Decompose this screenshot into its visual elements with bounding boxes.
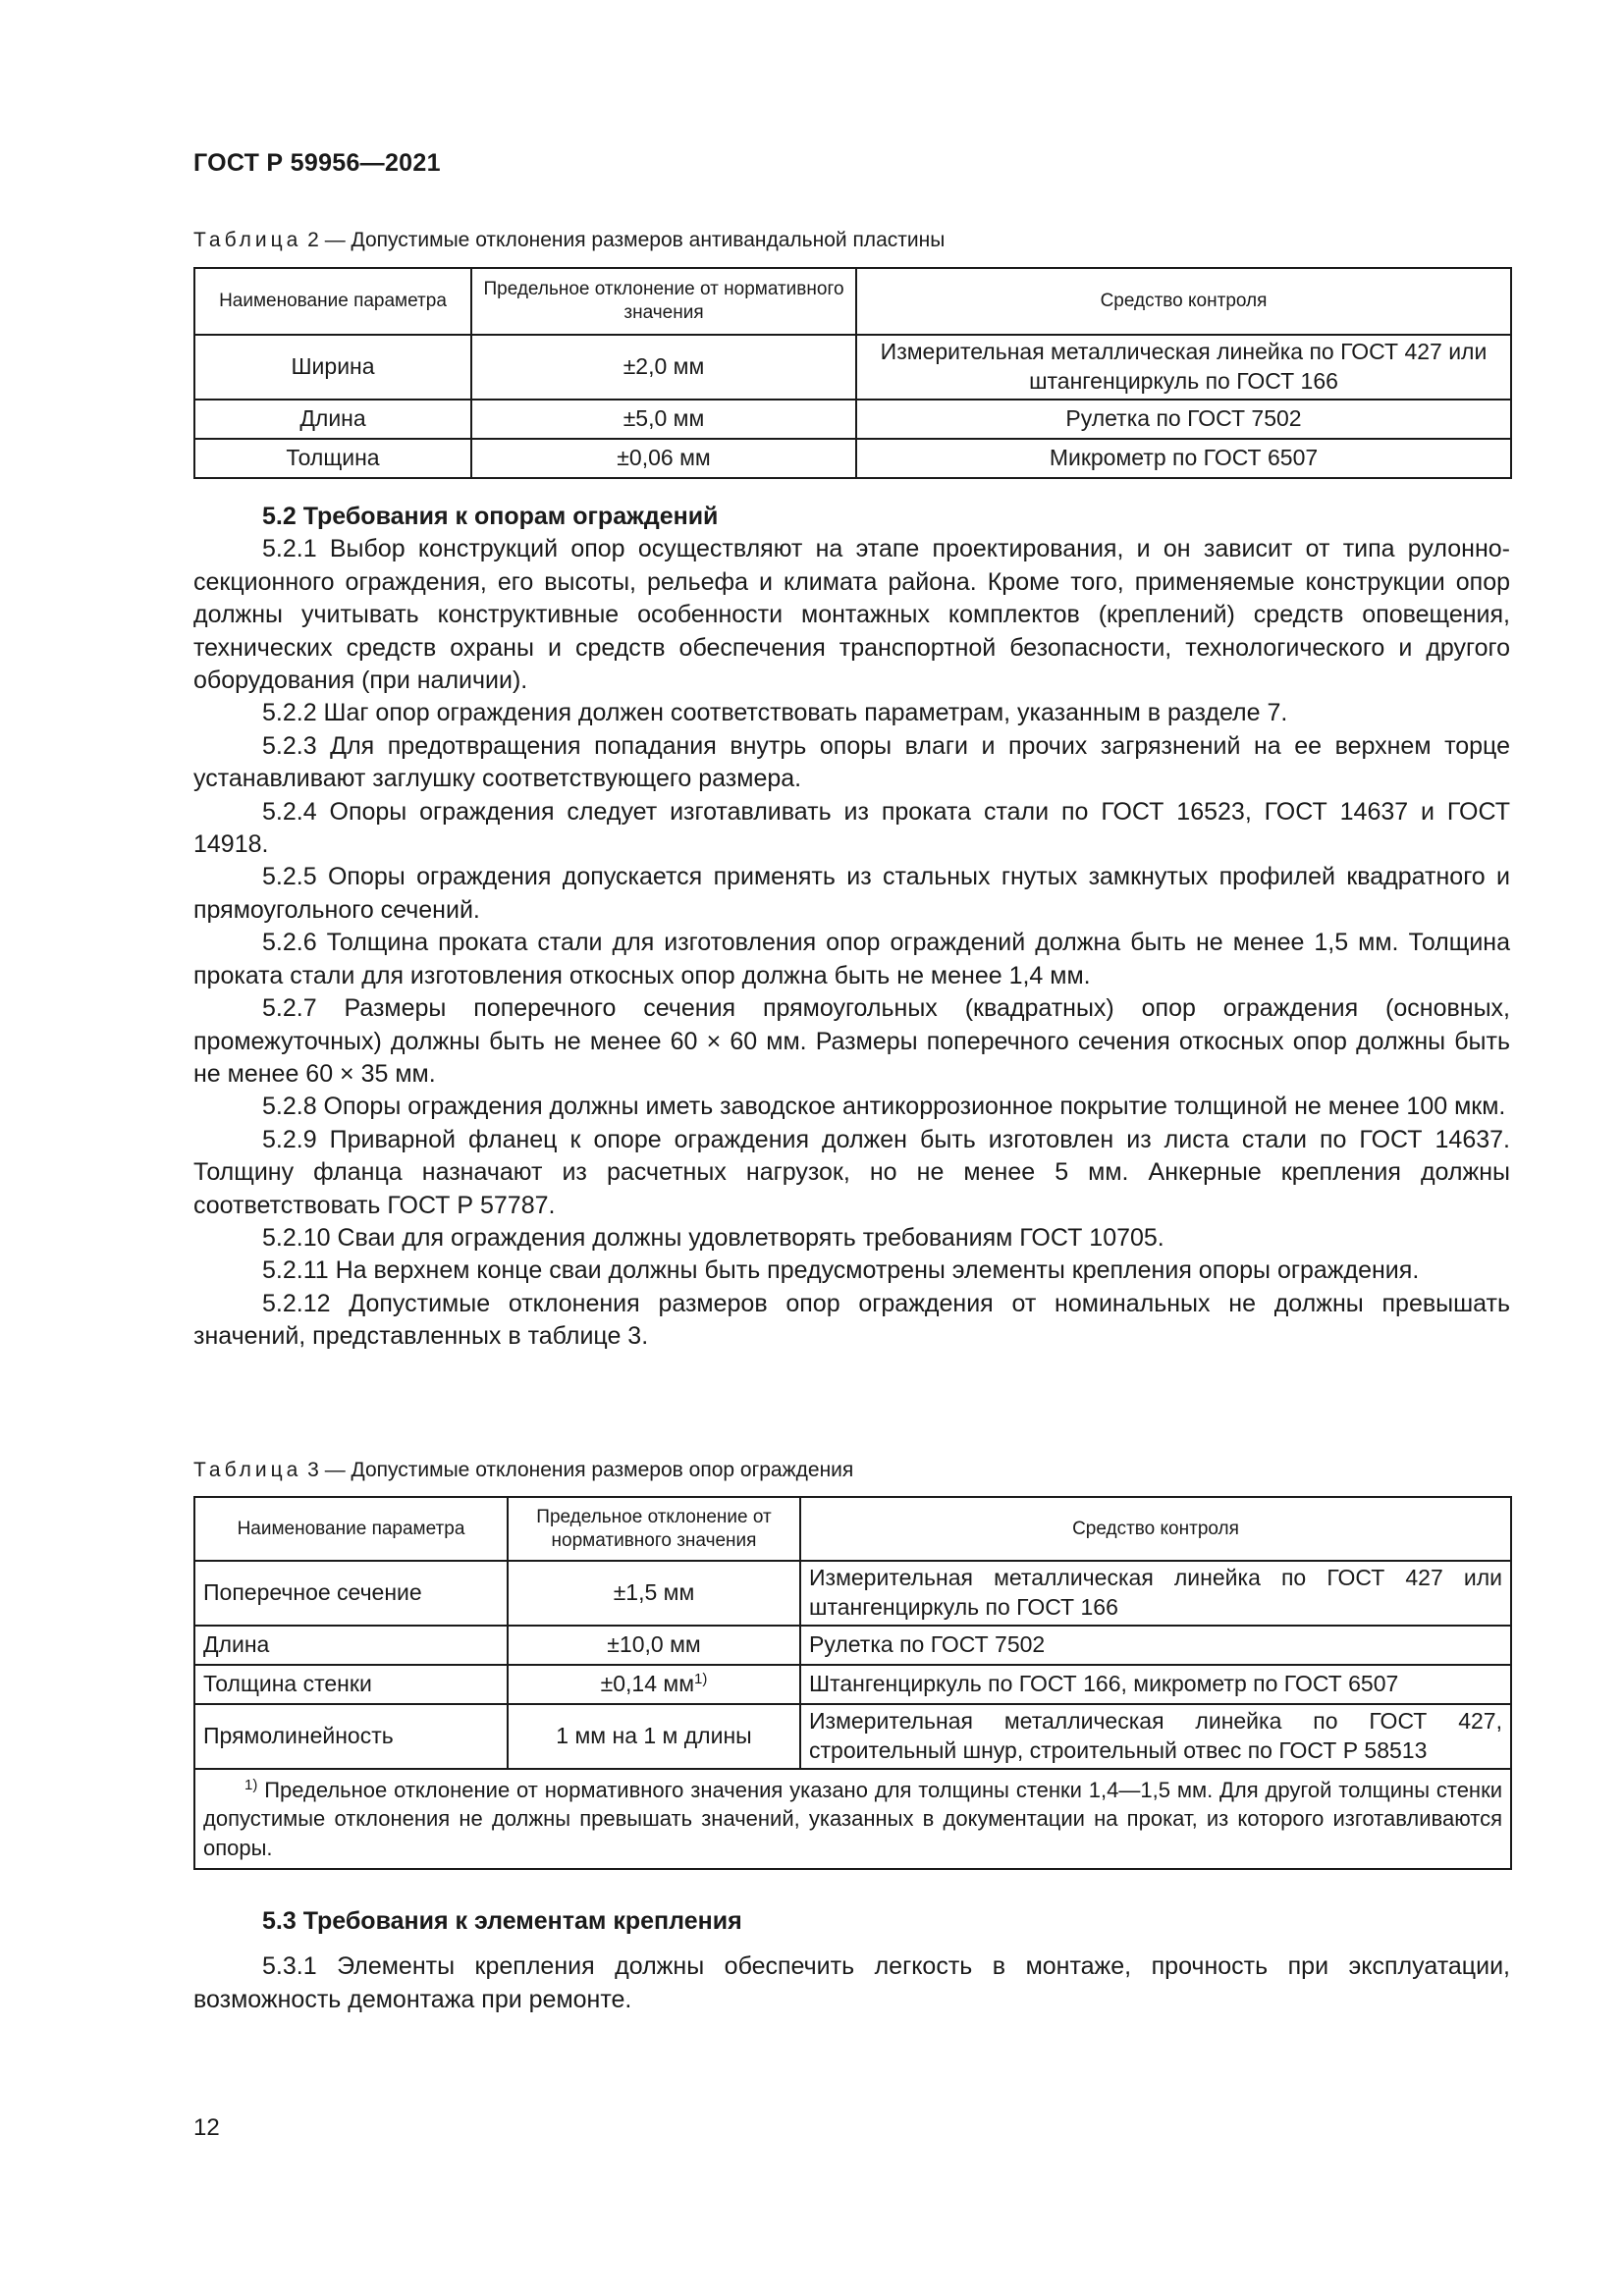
table-cell: ±1,5 мм	[508, 1561, 800, 1626]
section-5-3	[193, 1905, 1510, 2016]
cell-value: ±0,14 мм	[600, 1671, 695, 1697]
table-row	[194, 335, 1511, 400]
table2-header-row	[194, 268, 1511, 335]
section-5-2	[193, 501, 1510, 1354]
table3-header-cell: Предельное отклонение от нормативного значения	[508, 1497, 800, 1561]
table-cell: Штангенциркуль по ГОСТ 166, микрометр по ГОСТ 6507	[800, 1665, 1511, 1704]
paragraph: 5.2.12 Допустимые отклонения размеров опор ограждения от номинальных не должны превышать значений, представленных в таблице 3.	[193, 1289, 1510, 1351]
table3-header-cell: Средство контроля	[800, 1497, 1511, 1561]
table-cell: Толщина стенки	[194, 1665, 508, 1704]
table-cell: Длина	[194, 1626, 508, 1665]
paragraph: 5.2.4 Опоры ограждения следует изготавливать из проката стали по ГОСТ 16523, ГОСТ 14637 и ГОСТ 14918.	[193, 797, 1510, 859]
table2	[193, 267, 1512, 479]
table2-caption-label: Таблица	[193, 229, 302, 251]
table-cell: Микрометр по ГОСТ 6507	[856, 439, 1511, 478]
table-row	[194, 1561, 1511, 1626]
table3-header-cell: Наименование параметра	[194, 1497, 508, 1561]
table-row	[194, 1626, 1511, 1665]
table2-header-cell: Наименование параметра	[194, 268, 471, 335]
table2-header-cell: Средство контроля	[856, 268, 1511, 335]
paragraph: 5.2.10 Сваи для ограждения должны удовлетворять требованиям ГОСТ 10705.	[262, 1223, 1164, 1252]
table-row	[194, 1704, 1511, 1769]
paragraph: 5.2.9 Приварной фланец к опоре ограждения должен быть изготовлен из листа стали по ГОСТ 14637. Толщину фланца назначают из расчетных нагрузок, но не менее 5 мм. Анкерные крепления должны соответствовать ГОСТ Р 57787.	[193, 1125, 1510, 1219]
table-cell: ±2,0 мм	[471, 335, 856, 400]
section-5-3-title: 5.3 Требования к элементам крепления	[262, 1907, 742, 1935]
table-cell: Рулетка по ГОСТ 7502	[856, 400, 1511, 439]
paragraph: 5.2.3 Для предотвращения попадания внутрь опоры влаги и прочих загрязнений на ее верхнем торце устанавливают заглушку соответствующего размера.	[193, 731, 1510, 793]
table2-header-cell: Предельное отклонение от нормативного значения	[471, 268, 856, 335]
table-cell: ±0,06 мм	[471, 439, 856, 478]
footnote-text: Предельное отклонение от нормативного значения указано для толщины стенки 1,4—1,5 мм. Для другой толщины стенки допустимые отклонения не должны превышать значений, указанных в документации на прокат, из которого изготавливаются опоры.	[203, 1778, 1502, 1860]
paragraph: 5.2.1 Выбор конструкций опор осуществляют на этапе проектирования, и он зависит от типа рулонно-секционного ограждения, его высоты, рельефа и климата района. Кроме того, применяемые конструкции опор должны учитывать конструктивные особенности монтажных комплектов (креплений) средств оповещения, технических средств охраны и средств обеспечения транспортной безопасности, технологического и другого оборудования (при наличии).	[193, 535, 1510, 695]
paragraph: 5.2.6 Толщина проката стали для изготовления опор ограждений должна быть не менее 1,5 мм. Толщина проката стали для изготовления откосных опор должна быть не менее 1,4 мм.	[193, 929, 1510, 989]
table-cell: Измерительная металлическая линейка по ГОСТ 427, строительный шнур, строительный отвес по ГОСТ Р 58513	[800, 1704, 1511, 1769]
footnote-marker: 1)	[244, 1777, 258, 1793]
table3-footnote	[194, 1769, 1511, 1869]
table3-caption	[193, 1459, 853, 1482]
table3-caption-label: Таблица	[193, 1459, 302, 1481]
table3	[193, 1496, 1512, 1870]
table-cell: Толщина	[194, 439, 471, 478]
table-cell: Длина	[194, 400, 471, 439]
table-row	[194, 1665, 1511, 1704]
table-cell: Измерительная металлическая линейка по ГОСТ 427 или штангенциркуль по ГОСТ 166	[856, 335, 1511, 400]
paragraph: 5.2.8 Опоры ограждения должны иметь заводское антикоррозионное покрытие толщиной не менее 100 мкм.	[262, 1093, 1506, 1121]
table-cell	[508, 1665, 800, 1704]
document-header: ГОСТ Р 59956—2021	[193, 149, 441, 177]
table-cell: ±5,0 мм	[471, 400, 856, 439]
paragraph: 5.3.1 Элементы крепления должны обеспечить легкость в монтаже, прочность при эксплуатации, возможность демонтажа при ремонте.	[193, 1952, 1510, 2013]
table-cell: Измерительная металлическая линейка по ГОСТ 427 или штангенциркуль по ГОСТ 166	[800, 1561, 1511, 1626]
page-number: 12	[193, 2114, 220, 2141]
table-cell: Рулетка по ГОСТ 7502	[800, 1626, 1511, 1665]
footnote-marker: 1)	[694, 1671, 708, 1688]
table-cell: Прямолинейность	[194, 1704, 508, 1769]
paragraph: 5.2.5 Опоры ограждения допускается применять из стальных гнутых замкнутых профилей квадратного и прямоугольного сечений.	[193, 863, 1510, 924]
table-cell: Поперечное сечение	[194, 1561, 508, 1626]
table-cell: Ширина	[194, 335, 471, 400]
paragraph: 5.2.7 Размеры поперечного сечения прямоугольных (квадратных) опор ограждения (основных, промежуточных) должны быть не менее 60 × 60 мм. Размеры поперечного сечения откосных опор должны быть не менее 60 × 35 мм.	[193, 994, 1510, 1088]
table2-caption	[193, 229, 945, 252]
paragraph: 5.2.11 На верхнем конце сваи должны быть предусмотрены элементы крепления опоры ограждения.	[262, 1256, 1420, 1285]
table-cell: 1 мм на 1 м длины	[508, 1704, 800, 1769]
table3-caption-text: 3 — Допустимые отклонения размеров опор ограждения	[301, 1459, 854, 1481]
table3-header-row	[194, 1497, 1511, 1561]
table3-footnote-row	[194, 1769, 1511, 1869]
table-row	[194, 400, 1511, 439]
table-row	[194, 439, 1511, 478]
paragraph: 5.2.2 Шаг опор ограждения должен соответствовать параметрам, указанным в разделе 7.	[262, 699, 1288, 727]
section-5-2-title: 5.2 Требования к опорам ограждений	[262, 503, 719, 530]
table2-caption-text: 2 — Допустимые отклонения размеров антивандальной пластины	[301, 229, 946, 251]
table-cell: ±10,0 мм	[508, 1626, 800, 1665]
